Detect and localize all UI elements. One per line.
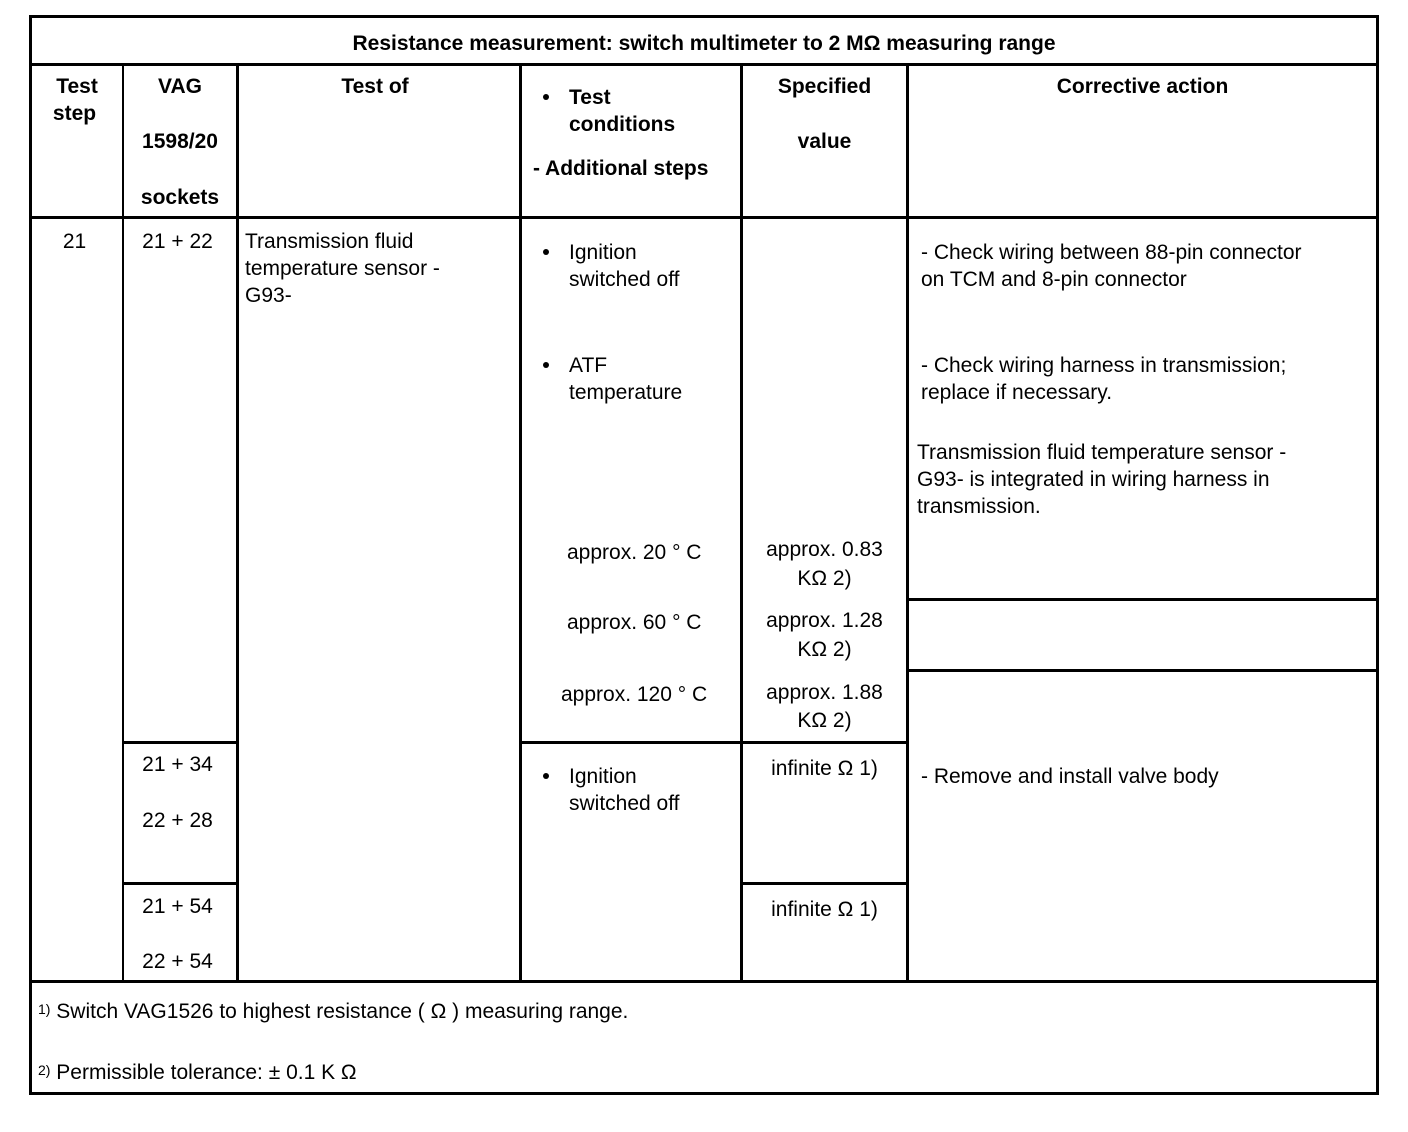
header-specified-line2: value xyxy=(797,130,852,153)
specified-value-120-line2: KΩ 2) xyxy=(797,709,852,732)
footnote-text: Switch VAG1526 to highest resistance ( Ω ) measuring range. xyxy=(50,1000,629,1023)
specified-value-60-line1: approx. 1.28 xyxy=(766,609,883,632)
corrective-valve-body: - Remove and install valve body xyxy=(921,765,1219,788)
col-divider-2 xyxy=(236,63,239,982)
specified-value-20-line1: approx. 0.83 xyxy=(766,538,883,561)
specified-value-20-line2: KΩ 2) xyxy=(797,567,852,590)
footnote-mark: 2) xyxy=(38,1062,51,1078)
socket-pair: 21 + 54 xyxy=(142,895,213,918)
corrective-wiring-line2: on TCM and 8-pin connector xyxy=(921,268,1187,291)
condition-ignition-line1: Ignition xyxy=(569,241,637,264)
footnote-mark: 1) xyxy=(38,1001,51,1017)
corrective-note-line2: G93- is integrated in wiring harness in xyxy=(917,468,1270,491)
header-conditions-line2: conditions xyxy=(569,113,676,136)
sockets-row-line-1 xyxy=(122,741,239,744)
footnote-divider xyxy=(29,980,1379,983)
condition-atf-line1: ATF xyxy=(569,354,608,377)
corrective-note-line1: Transmission fluid temperature sensor - xyxy=(917,441,1287,464)
header-vag-line1: VAG xyxy=(158,75,202,98)
condition-bullet xyxy=(543,362,549,368)
condition-temp-120: approx. 120 ° C xyxy=(561,683,708,706)
border-top xyxy=(29,15,1379,18)
header-divider xyxy=(29,216,1379,219)
socket-pair: 22 + 54 xyxy=(142,950,213,973)
border-bottom xyxy=(29,1092,1379,1095)
test-step-value: 21 xyxy=(62,230,87,253)
condition-atf-line2: temperature xyxy=(569,381,683,404)
specified-value-infinite: infinite Ω 1) xyxy=(771,757,878,780)
values-row-line xyxy=(740,882,909,885)
test-of-line1: Transmission fluid xyxy=(245,230,414,253)
socket-pair: 21 + 34 xyxy=(142,753,213,776)
sockets-row-line-2 xyxy=(122,882,239,885)
col-divider-3 xyxy=(519,63,522,982)
test-of-line2: temperature sensor - xyxy=(245,257,440,280)
corrective-wiring-line1: - Check wiring between 88-pin connector xyxy=(921,241,1302,264)
specified-value-infinite: infinite Ω 1) xyxy=(771,898,878,921)
condition-ignition-line2: switched off xyxy=(569,268,680,291)
corrective-row-line-1 xyxy=(906,598,1379,601)
footnote-2 xyxy=(38,1059,357,1088)
condition-ignition2-line1: Ignition xyxy=(569,765,637,788)
test-of-line3: G93- xyxy=(245,284,292,307)
header-additional-steps: - Additional steps xyxy=(533,157,709,180)
header-test-step-line1: Test xyxy=(56,75,98,98)
condition-temp-20: approx. 20 ° C xyxy=(567,541,702,564)
border-right xyxy=(1376,15,1379,1095)
conditions-row-line xyxy=(519,741,909,744)
specified-value-120-line1: approx. 1.88 xyxy=(766,681,883,704)
socket-pair: 21 + 22 xyxy=(142,230,213,253)
socket-pair: 22 + 28 xyxy=(142,809,213,832)
corrective-row-line-2 xyxy=(906,669,1379,672)
header-test-step-line2: step xyxy=(52,102,97,125)
col-divider-4 xyxy=(740,63,743,982)
specified-value-60-line2: KΩ 2) xyxy=(797,638,852,661)
header-bullet xyxy=(543,94,549,100)
condition-temp-60: approx. 60 ° C xyxy=(567,611,702,634)
condition-bullet xyxy=(543,773,549,779)
title-divider xyxy=(29,63,1379,66)
header-conditions-line1: Test xyxy=(569,86,611,109)
col-divider-5 xyxy=(906,63,909,982)
table-title: Resistance measurement: switch multimeter to 2 MΩ measuring range xyxy=(352,32,1056,55)
corrective-harness-line1: - Check wiring harness in transmission; xyxy=(921,354,1287,377)
header-vag-line2: 1598/20 xyxy=(142,130,218,153)
header-test-of: Test of xyxy=(341,75,409,98)
header-specified-line1: Specified xyxy=(777,75,872,98)
condition-ignition2-line2: switched off xyxy=(569,792,680,815)
condition-bullet xyxy=(543,249,549,255)
header-vag-line3: sockets xyxy=(140,186,220,209)
border-left xyxy=(29,15,32,1095)
corrective-note-line3: transmission. xyxy=(917,495,1041,518)
corrective-harness-line2: replace if necessary. xyxy=(921,381,1113,404)
header-corrective-action: Corrective action xyxy=(1056,75,1229,98)
footnote-1 xyxy=(38,998,628,1027)
footnote-text: Permissible tolerance: ± 0.1 K Ω xyxy=(50,1061,357,1084)
